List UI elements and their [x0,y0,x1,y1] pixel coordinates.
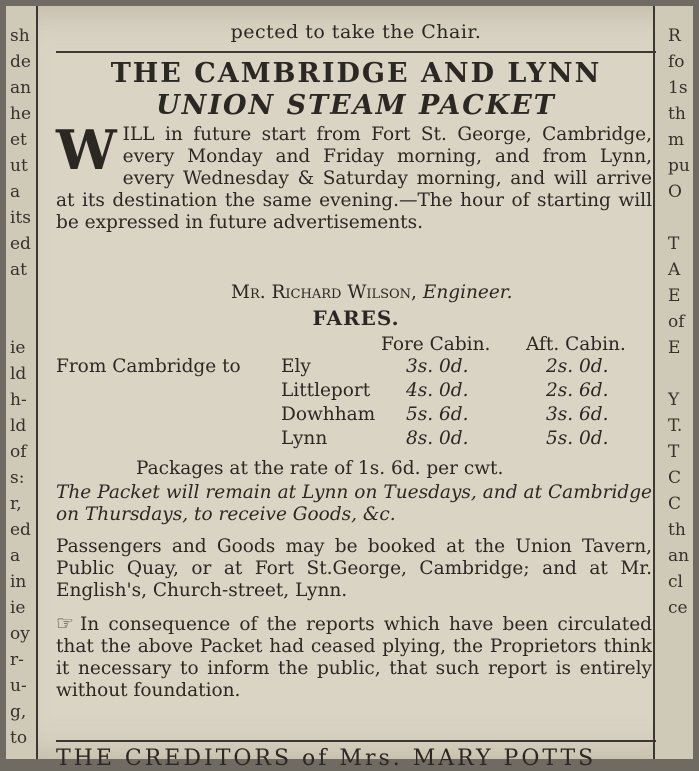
margin-fragment: E [668,286,681,306]
section-rule-bottom [56,740,656,742]
margin-fragment: h- [10,390,27,410]
packages-line: Packages at the rate of 1s. 6d. per cwt. [136,458,504,479]
section-rule-top [56,51,656,53]
margin-fragment: r, [10,494,22,514]
margin-fragment: fo [668,52,685,72]
margin-fragment: of [668,312,685,332]
fare-aft: 2s. 6d. [546,380,609,401]
engineer-line [231,282,513,303]
fare-fore: 5s. 6d. [406,404,469,425]
engineer-role: Engineer. [422,282,513,303]
margin-fragment: T. [668,416,683,436]
margin-fragment: pu [668,156,690,176]
margin-fragment: ed [10,520,31,540]
intro-text: ILL in future start from Fort St. George, Cambridge, every Monday and Friday morning, and from Lynn, every Wednesday & Saturday morning, and will arrive at its destination the same evening.—The hour of starting will be expressed in future advertisements. [56,124,652,233]
fore-cabin-header: Fore Cabin. [381,334,491,355]
margin-fragment: a [10,182,21,202]
fare-place: Dowhham [281,404,376,425]
fare-aft: 5s. 0d. [546,428,609,449]
margin-fragment: m [668,130,685,150]
margin-fragment: Y [668,390,680,410]
newspaper-page [6,6,693,771]
margin-fragment: at [10,260,27,280]
margin-fragment: an [668,546,690,566]
margin-fragment: of [10,442,27,462]
margin-fragment: sh [10,26,30,46]
margin-fragment: to [10,728,28,748]
fare-aft: 2s. 0d. [546,356,609,377]
aft-cabin-header: Aft. Cabin. [526,334,626,355]
fare-place: Littleport [281,380,371,401]
notice-text: In consequence of the reports which have been circulated that the above Packet had ceased plying, the Proprietors think it necessary to inform the public, that such report is entirely without foundation. [56,614,652,701]
booking-paragraph: Passengers and Goods may be booked at the Union Tavern, Public Quay, or at Fort St.George, Cambridge; and at Mr. English's, Church-street, Lynn. [56,536,652,601]
margin-fragment: ut [10,156,28,176]
packet-remain-paragraph: The Packet will remain at Lynn on Tuesdays, and at Cambridge on Thursdays, to receive Goods, &c. [56,482,652,525]
margin-fragment: de [10,52,31,72]
fare-aft: 3s. 6d. [546,404,609,425]
margin-fragment: A [668,260,681,280]
margin-fragment: C [668,468,682,488]
margin-fragment: he [10,104,32,124]
fare-place: Lynn [281,428,328,449]
margin-fragment: C [668,494,682,514]
previous-article-end: pected to take the Chair. [230,21,482,43]
margin-fragment: ed [10,234,31,254]
margin-fragment: cl [668,572,683,592]
next-article-start: THE CREDITORS of Mrs. MARY POTTS [56,746,597,771]
margin-fragment: ie [10,598,26,618]
margin-fragment: R [668,26,681,46]
margin-fragment: an [10,78,32,98]
margin-fragment: 1s [668,78,688,98]
margin-fragment: oy [10,624,30,644]
fares-heading: FARES. [312,306,400,330]
from-label: From Cambridge to [56,356,241,377]
margin-fragment: ce [668,598,688,618]
margin-fragment: T [668,234,680,254]
intro-paragraph [56,118,652,234]
fare-fore: 4s. 0d. [406,380,469,401]
margin-fragment: T [668,442,680,462]
margin-fragment: th [668,520,686,540]
margin-fragment: E [668,338,681,358]
ad-title: THE CAMBRIDGE AND LYNN [110,58,602,89]
margin-fragment: ie [10,338,26,358]
margin-fragment: r- [10,650,24,670]
drop-cap: W [56,118,117,182]
margin-fragment: its [10,208,31,228]
pointing-hand-icon: ☞ [56,611,74,635]
left-column-divider [36,6,38,759]
margin-fragment: s: [10,468,25,488]
margin-fragment: th [668,104,686,124]
margin-fragment: ld [10,416,27,436]
fare-place: Ely [281,356,311,377]
margin-fragment: et [10,130,27,150]
margin-fragment: in [10,572,27,592]
ad-subtitle: UNION STEAM PACKET [156,90,556,121]
margin-fragment: u- [10,676,27,696]
margin-fragment: g, [10,702,27,722]
engineer-name: Mr. Richard Wilson, [231,282,417,303]
fare-fore: 8s. 0d. [406,428,469,449]
notice-paragraph [56,612,652,702]
fare-fore: 3s. 0d. [406,356,469,377]
margin-fragment: a [10,546,21,566]
margin-fragment: O [668,182,682,202]
margin-fragment: ld [10,364,27,384]
